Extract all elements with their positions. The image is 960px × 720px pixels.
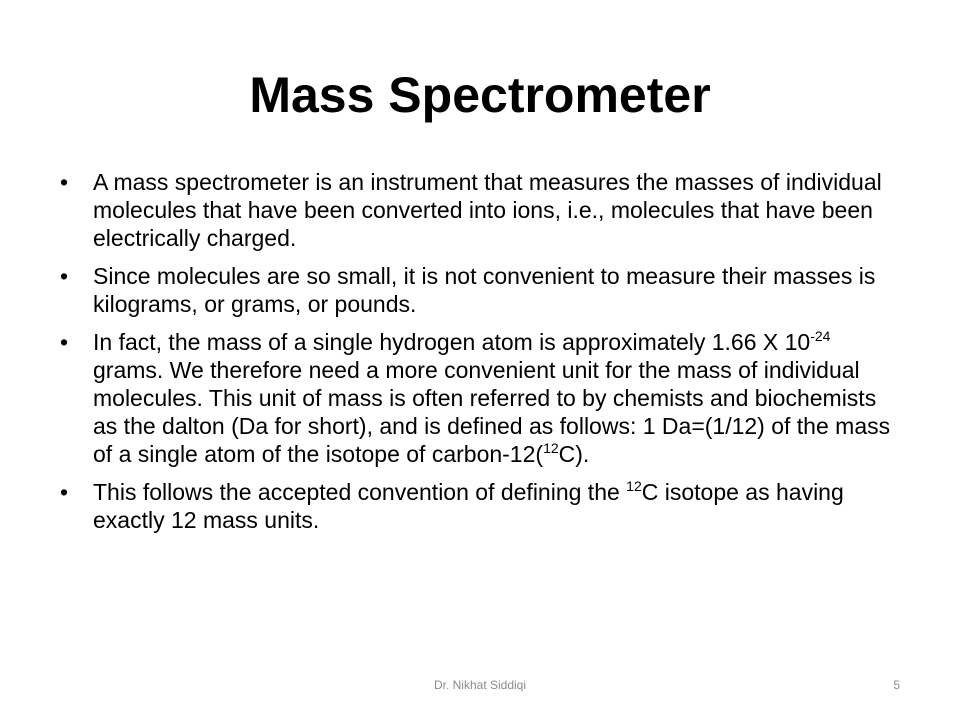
bullet-text-part: C). xyxy=(558,441,590,467)
bullet-marker: • xyxy=(60,169,69,195)
bullet-marker: • xyxy=(60,263,69,289)
bullet-text-part: In fact, the mass of a single hydrogen atom is approximately 1.66 X 10 xyxy=(93,329,811,355)
bullet-text: A mass spectrometer is an instrument that measures the masses of individual molecules that have been converted into ions, i.e., molecules that have been electrically charged. xyxy=(93,169,882,251)
superscript-exponent: -24 xyxy=(810,328,831,344)
bullet-text xyxy=(93,329,890,467)
bullet-text-part: grams. We therefore need a more convenient unit for the mass of individual molecules. This unit of mass is often referred to by chemists and biochemists as the dalton (Da for short), and is defined as follows: 1 Da=(1/12) of the mass of a single atom of the isotope of carbon-12( xyxy=(93,357,891,467)
footer-author: Dr. Nikhat Siddiqi xyxy=(433,678,527,692)
page-number: 5 xyxy=(893,678,900,692)
bullet-text xyxy=(93,479,844,533)
bullet-text-part: C isotope as having exactly 12 mass units. xyxy=(93,479,844,533)
bullet-item xyxy=(60,478,905,534)
bullet-text: Since molecules are so small, it is not convenient to measure their masses is kilograms, or grams, or pounds. xyxy=(93,263,876,317)
bullet-marker: • xyxy=(60,329,69,355)
bullet-item xyxy=(60,328,905,468)
superscript-isotope: 12 xyxy=(626,478,642,494)
bullet-list xyxy=(60,168,905,544)
bullet-item xyxy=(60,262,905,318)
bullet-item xyxy=(60,168,905,252)
bullet-marker: • xyxy=(60,479,69,505)
slide-title: Mass Spectrometer xyxy=(249,67,711,123)
bullet-text-part: This follows the accepted convention of defining the xyxy=(93,479,627,505)
superscript-isotope: 12 xyxy=(543,440,559,456)
